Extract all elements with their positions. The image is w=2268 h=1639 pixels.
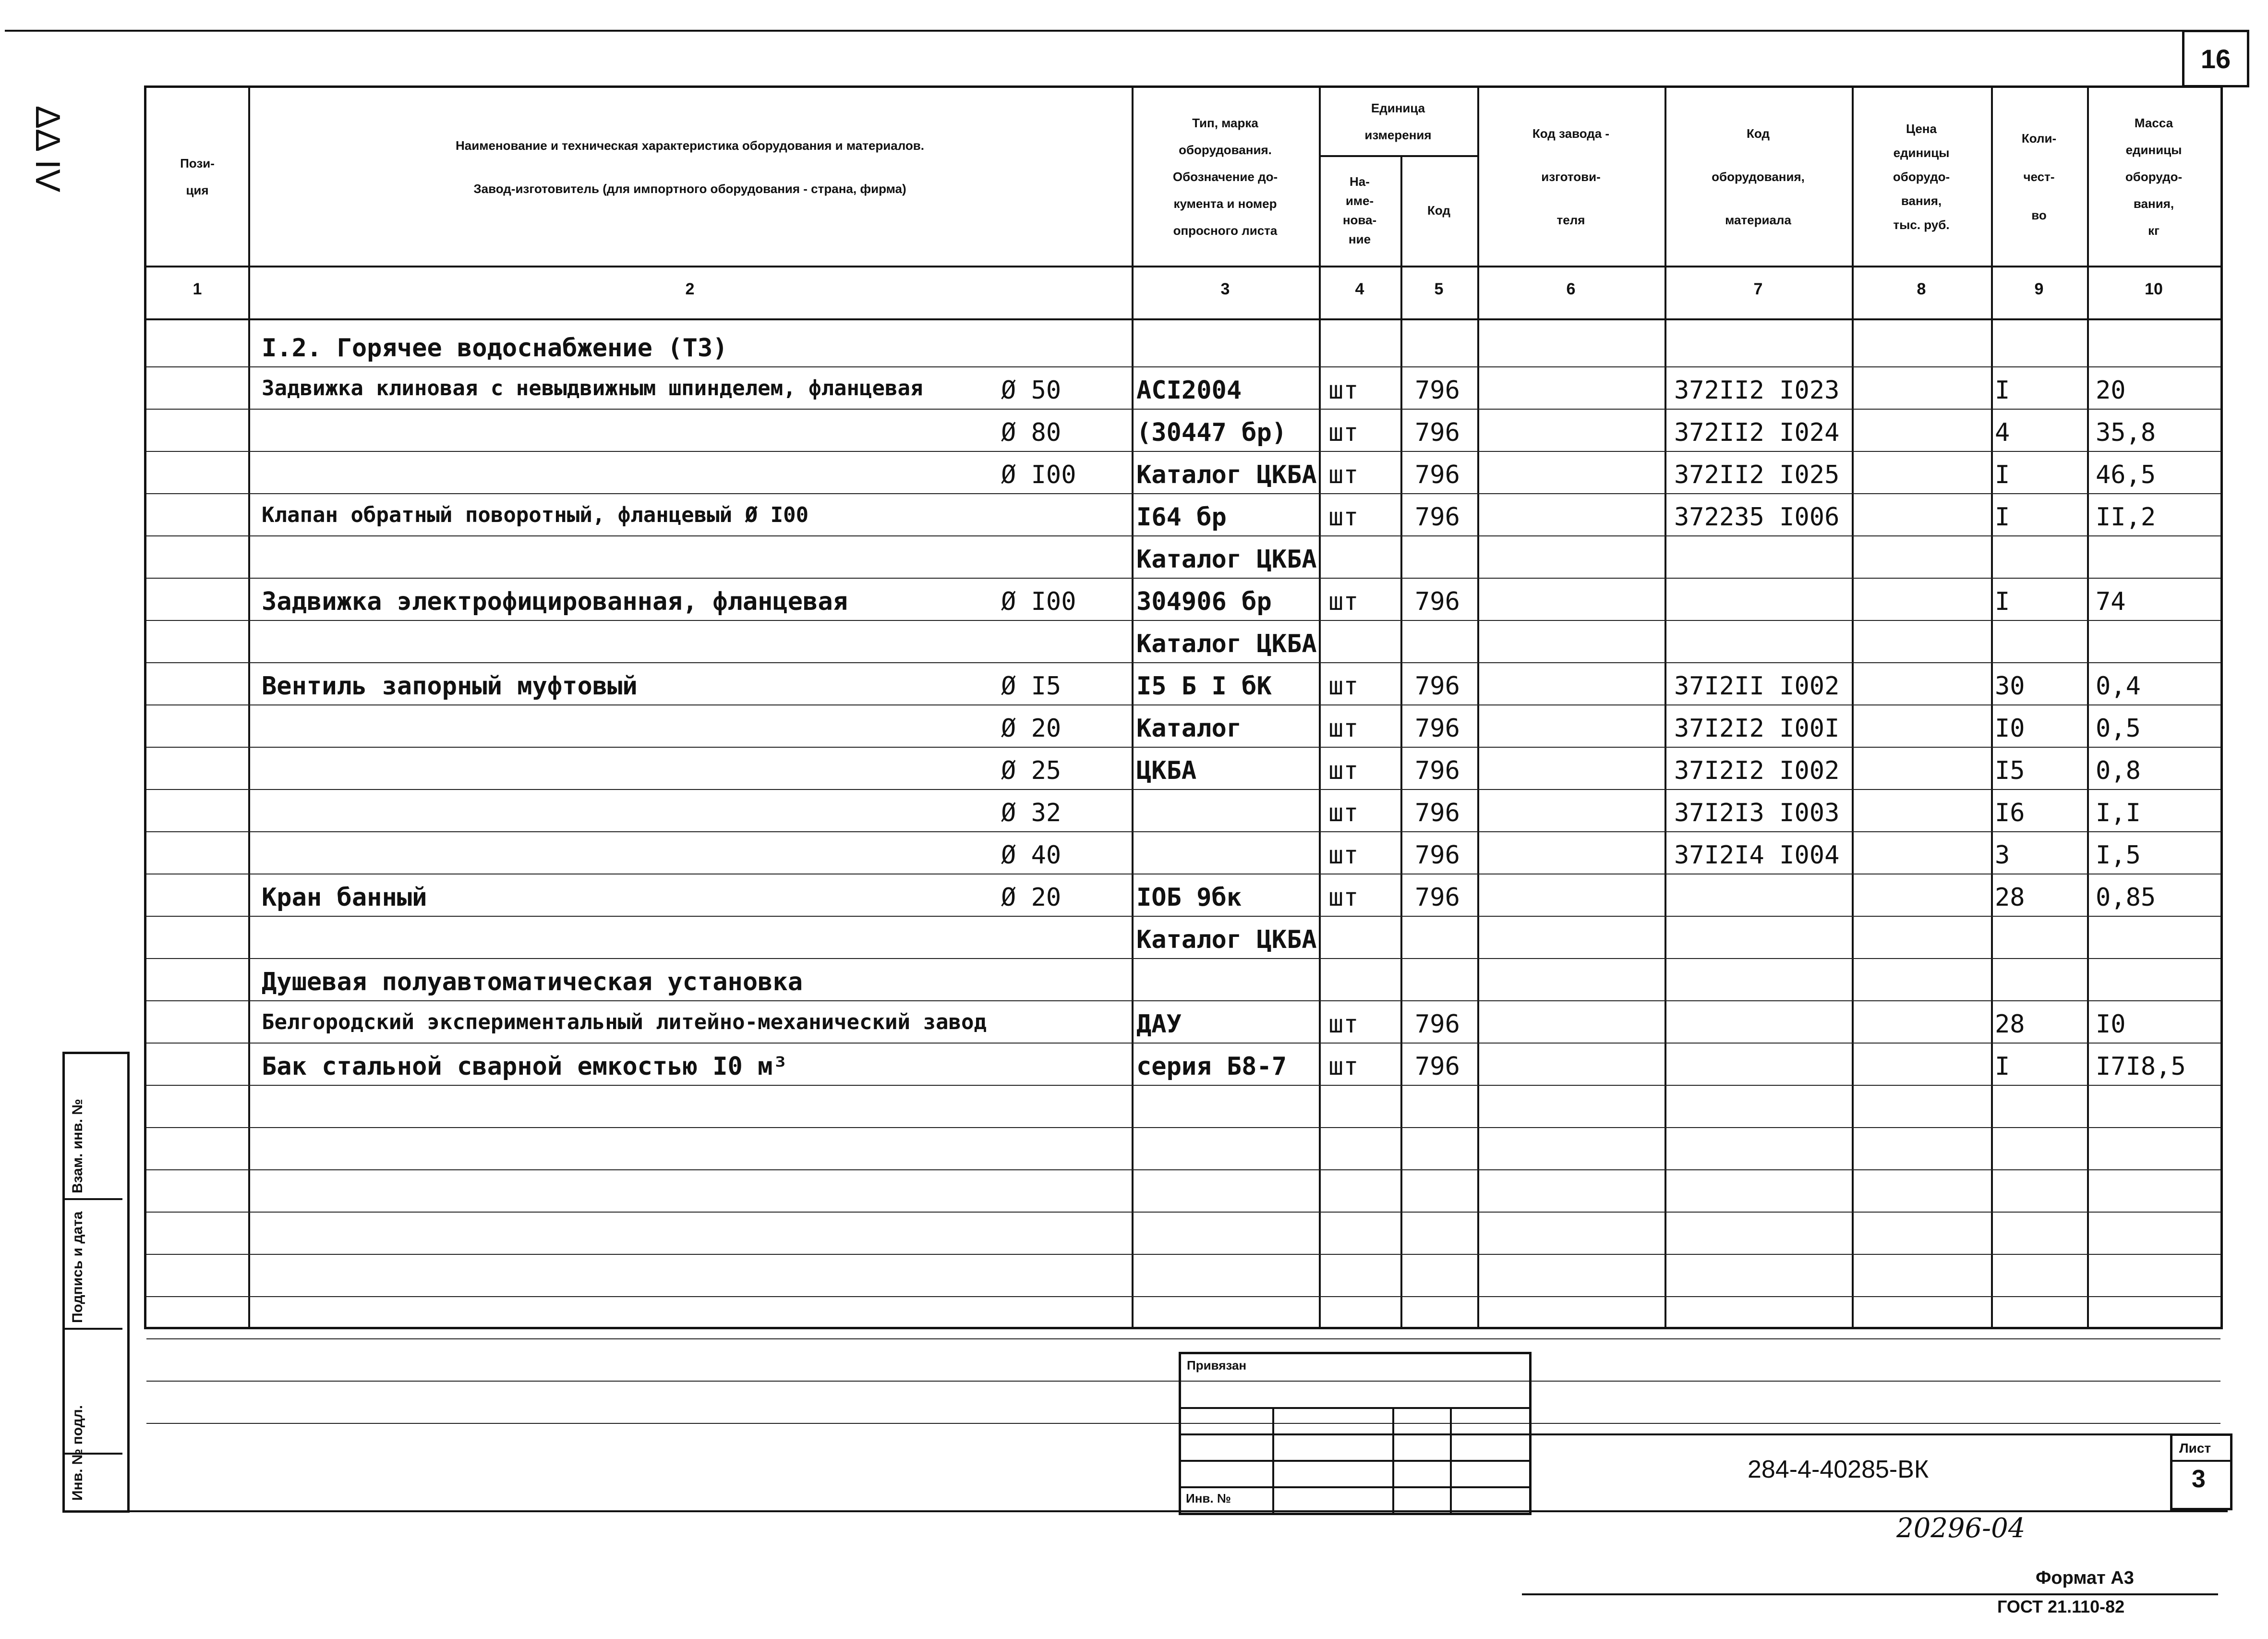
sheet-label: Лист xyxy=(2179,1441,2211,1456)
row-line xyxy=(146,366,2220,367)
cell-dia: Ø I5 xyxy=(1001,672,1062,701)
cell-dia: Ø 20 xyxy=(1001,883,1062,912)
col-number-5: 5 xyxy=(1434,280,1444,298)
cell-type: ДАУ xyxy=(1136,1010,1182,1039)
cell-dia: Ø 50 xyxy=(1001,376,1062,405)
row-line xyxy=(146,535,2220,536)
row-line xyxy=(146,831,2220,832)
stamp-col xyxy=(1272,1407,1274,1513)
header-position: Пози- ция xyxy=(180,156,215,197)
col-number-7: 7 xyxy=(1753,280,1763,298)
stamp-line xyxy=(1181,1460,1529,1462)
cell-unit: шт xyxy=(1328,418,1359,447)
sheet-value: 3 xyxy=(2192,1465,2206,1493)
col-line xyxy=(1400,155,1402,1327)
cell-mcode: 37I2I2 I00I xyxy=(1674,714,1840,743)
col-line xyxy=(1319,88,1321,1327)
cell-qty: 4 xyxy=(1995,418,2010,447)
cell-name: Белгородский экспериментальный литейно-механический завод xyxy=(262,1010,987,1034)
col-number-6: 6 xyxy=(1566,280,1576,298)
cell-dia: Ø I00 xyxy=(1001,461,1076,489)
cell-dia: Ø 25 xyxy=(1001,756,1062,785)
sidebar-label-inv-original: Инв. № подл. xyxy=(70,1405,85,1501)
cell-mass: 0,4 xyxy=(2096,672,2141,701)
cell-mass: I,I xyxy=(2096,799,2141,827)
cell-type: I5 Б I бК xyxy=(1136,672,1272,701)
cell-unit: шт xyxy=(1328,503,1359,532)
row-line xyxy=(146,409,2220,410)
cell-mass: 20 xyxy=(2096,376,2126,405)
cell-dia: Ø 32 xyxy=(1001,799,1062,827)
row-line xyxy=(146,1296,2220,1297)
row-line xyxy=(146,662,2220,663)
row-line xyxy=(146,1043,2220,1044)
cell-mcode: 372II2 I025 xyxy=(1674,461,1840,489)
cell-unit: шт xyxy=(1328,461,1359,489)
cell-unit: шт xyxy=(1328,883,1359,912)
row-line xyxy=(146,704,2220,705)
cell-code: 796 xyxy=(1415,1010,1460,1039)
header-unit-code: Код xyxy=(1427,203,1450,218)
col-line xyxy=(2087,88,2089,1327)
cell-dia: Ø 40 xyxy=(1001,841,1062,870)
cell-code: 796 xyxy=(1415,672,1460,701)
cell-mass: I7I8,5 xyxy=(2096,1052,2186,1081)
cell-mass: 0,8 xyxy=(2096,756,2141,785)
sidebar-label-signature-date: Подпись и дата xyxy=(70,1211,85,1323)
cell-name: Клапан обратный поворотный, фланцевый Ø I00 xyxy=(262,503,809,527)
cell-unit: шт xyxy=(1328,1010,1359,1039)
bottom-frame-line xyxy=(62,1510,2228,1512)
cell-mcode: 37I2I2 I002 xyxy=(1674,756,1840,785)
cell-qty: I xyxy=(1995,376,2010,405)
stamp-col xyxy=(1450,1407,1452,1513)
cell-mass: 74 xyxy=(2096,587,2126,616)
cell-mcode: 372II2 I023 xyxy=(1674,376,1840,405)
header-factory-code: Код завода - изготови- теля xyxy=(1532,126,1610,227)
sidebar-divider xyxy=(65,1198,122,1200)
cell-unit: шт xyxy=(1328,587,1359,616)
cell-name: I.2. Горячее водоснабжение (Т3) xyxy=(262,334,728,363)
cell-unit: шт xyxy=(1328,799,1359,827)
cell-type: ЦКБА xyxy=(1136,756,1197,785)
stamp-line xyxy=(1181,1433,1529,1435)
cell-code: 796 xyxy=(1415,587,1460,616)
gost-label: ГОСТ 21.110-82 xyxy=(1997,1597,2125,1616)
cell-dia: Ø 20 xyxy=(1001,714,1062,743)
cell-qty: I xyxy=(1995,587,2010,616)
cell-qty: I6 xyxy=(1995,799,2025,827)
row-line xyxy=(146,1212,2220,1213)
cell-mass: 35,8 xyxy=(2096,418,2156,447)
cell-type: Каталог ЦКБА xyxy=(1136,461,1317,489)
cell-code: 796 xyxy=(1415,883,1460,912)
col-number-2: 2 xyxy=(685,280,695,298)
cell-qty: I xyxy=(1995,461,2010,489)
cell-type: АСI2004 xyxy=(1136,376,1242,405)
row-line xyxy=(146,1338,2220,1339)
cell-qty: 28 xyxy=(1995,1010,2025,1039)
cell-type: I64 бр xyxy=(1136,503,1227,532)
stamp-line xyxy=(1181,1407,1529,1409)
cell-mass: 46,5 xyxy=(2096,461,2156,489)
row-line xyxy=(146,916,2220,917)
header-unit-group: Единица измерения xyxy=(1364,101,1432,142)
cell-name: Кран банный xyxy=(262,883,427,912)
row-line xyxy=(146,493,2220,494)
header-quantity: Коли- чест- во xyxy=(2021,131,2057,222)
cell-unit: шт xyxy=(1328,756,1359,785)
cell-type: Каталог xyxy=(1136,714,1242,743)
cell-mcode: 37I2II I002 xyxy=(1674,672,1840,701)
cell-mcode: 372II2 I024 xyxy=(1674,418,1840,447)
col-number-8: 8 xyxy=(1917,280,1926,298)
stamp-bound-label: Привязан xyxy=(1187,1358,1247,1372)
row-line xyxy=(146,958,2220,959)
specification-table xyxy=(144,85,2223,1329)
row-line xyxy=(146,1169,2220,1170)
sheet-number: 16 xyxy=(2182,30,2249,87)
stamp-box xyxy=(1179,1352,1532,1515)
header-mass: Масса единицы оборудо- вания, кг xyxy=(2125,116,2183,238)
cell-dia: Ø I00 xyxy=(1001,587,1076,616)
margin-mark: ΔΔ IV xyxy=(28,106,67,193)
row-line xyxy=(146,747,2220,748)
footer-line xyxy=(1522,1593,2218,1595)
header-type: Тип, марка оборудования. Обозначение до- кумента и номер опросного листа xyxy=(1172,116,1278,238)
cell-qty: 3 xyxy=(1995,841,2010,870)
cell-mass: II,2 xyxy=(2096,503,2156,532)
cell-qty: 30 xyxy=(1995,672,2025,701)
cell-mass: 0,5 xyxy=(2096,714,2141,743)
row-line xyxy=(146,789,2220,790)
top-border-line xyxy=(5,30,2184,32)
cell-code: 796 xyxy=(1415,714,1460,743)
col-number-1: 1 xyxy=(193,280,202,298)
cell-mass: I0 xyxy=(2096,1010,2126,1039)
format-label: Формат А3 xyxy=(2036,1568,2134,1588)
numbers-bottom-line xyxy=(146,318,2220,320)
sheet-box xyxy=(2170,1433,2232,1510)
row-line xyxy=(146,620,2220,621)
col-number-10: 10 xyxy=(2145,280,2163,298)
row-line xyxy=(146,1127,2220,1128)
col-line xyxy=(1852,88,1854,1327)
cell-type: Каталог ЦКБА xyxy=(1136,545,1317,574)
col-line xyxy=(1132,88,1134,1327)
col-number-9: 9 xyxy=(2034,280,2044,298)
header-price: Цена единицы оборудо- вания, тыс. руб. xyxy=(1893,121,1950,232)
sidebar-label-replace-inv: Взам. инв. № xyxy=(70,1099,85,1193)
cell-mass: 0,85 xyxy=(2096,883,2156,912)
cell-mcode: 37I2I4 I004 xyxy=(1674,841,1840,870)
title-block-line xyxy=(1527,1433,2228,1435)
document-code: 284-4-40285-ВК xyxy=(1748,1456,1929,1483)
cell-type: серия Б8-7 xyxy=(1136,1052,1287,1081)
cell-qty: I0 xyxy=(1995,714,2025,743)
header-equipment-code: Код оборудования, материала xyxy=(1712,126,1805,227)
col-number-3: 3 xyxy=(1220,280,1230,298)
cell-name: Бак стальной сварной емкостью I0 м³ xyxy=(262,1052,788,1081)
cell-mass: I,5 xyxy=(2096,841,2141,870)
cell-type: (30447 бр) xyxy=(1136,418,1287,447)
col-line xyxy=(1665,88,1666,1327)
cell-code: 796 xyxy=(1415,1052,1460,1081)
col-line xyxy=(1991,88,1993,1327)
cell-unit: шт xyxy=(1328,376,1359,405)
row-line xyxy=(146,1254,2220,1255)
row-line xyxy=(146,1085,2220,1086)
cell-code: 796 xyxy=(1415,376,1460,405)
header-unit-name: На- име- нова- ние xyxy=(1342,174,1377,246)
cell-name: Задвижка клиновая с невыдвижным шпинделем, фланцевая xyxy=(262,376,923,401)
stamp-col xyxy=(1392,1407,1394,1513)
handwritten-number: 20296-04 xyxy=(1896,1513,2026,1544)
cell-code: 796 xyxy=(1415,841,1460,870)
cell-type: Каталог ЦКБА xyxy=(1136,925,1317,954)
cell-unit: шт xyxy=(1328,841,1359,870)
cell-name: Задвижка электрофицированная, фланцевая xyxy=(262,587,848,616)
cell-qty: I5 xyxy=(1995,756,2025,785)
col-line xyxy=(248,88,250,1327)
cell-code: 796 xyxy=(1415,799,1460,827)
header-name-line2: Завод-изготовитель (для импортного оборудования - страна, фирма) xyxy=(473,182,906,196)
cell-mcode: 372235 I006 xyxy=(1674,503,1840,532)
cell-type: 304906 бр xyxy=(1136,587,1272,616)
cell-unit: шт xyxy=(1328,1052,1359,1081)
header-name-line1: Наименование и техническая характеристика оборудования и материалов. xyxy=(455,138,924,153)
cell-type: IОБ 9бк xyxy=(1136,883,1242,912)
cell-qty: I xyxy=(1995,1052,2010,1081)
cell-code: 796 xyxy=(1415,461,1460,489)
cell-code: 796 xyxy=(1415,418,1460,447)
cell-unit: шт xyxy=(1328,672,1359,701)
cell-code: 796 xyxy=(1415,756,1460,785)
row-line xyxy=(146,578,2220,579)
row-line xyxy=(146,451,2220,452)
cell-name: Вентиль запорный муфтовый xyxy=(262,672,638,701)
cell-name: Душевая полуавтоматическая установка xyxy=(262,968,803,996)
cell-dia: Ø 80 xyxy=(1001,418,1062,447)
cell-code: 796 xyxy=(1415,503,1460,532)
header-bottom-line xyxy=(146,266,2220,267)
stamp-line xyxy=(1181,1486,1529,1488)
cell-mcode: 37I2I3 I003 xyxy=(1674,799,1840,827)
row-line xyxy=(146,1000,2220,1001)
sidebar-divider xyxy=(65,1328,122,1330)
stamp-inv-label: Инв. № xyxy=(1186,1491,1231,1505)
cell-unit: шт xyxy=(1328,714,1359,743)
col-number-4: 4 xyxy=(1355,280,1364,298)
col-line xyxy=(1477,88,1479,1327)
left-stamp-sidebar xyxy=(62,1052,130,1513)
cell-qty: I xyxy=(1995,503,2010,532)
cell-type: Каталог ЦКБА xyxy=(1136,630,1317,658)
cell-qty: 28 xyxy=(1995,883,2025,912)
sheet-box-line xyxy=(2172,1460,2230,1462)
